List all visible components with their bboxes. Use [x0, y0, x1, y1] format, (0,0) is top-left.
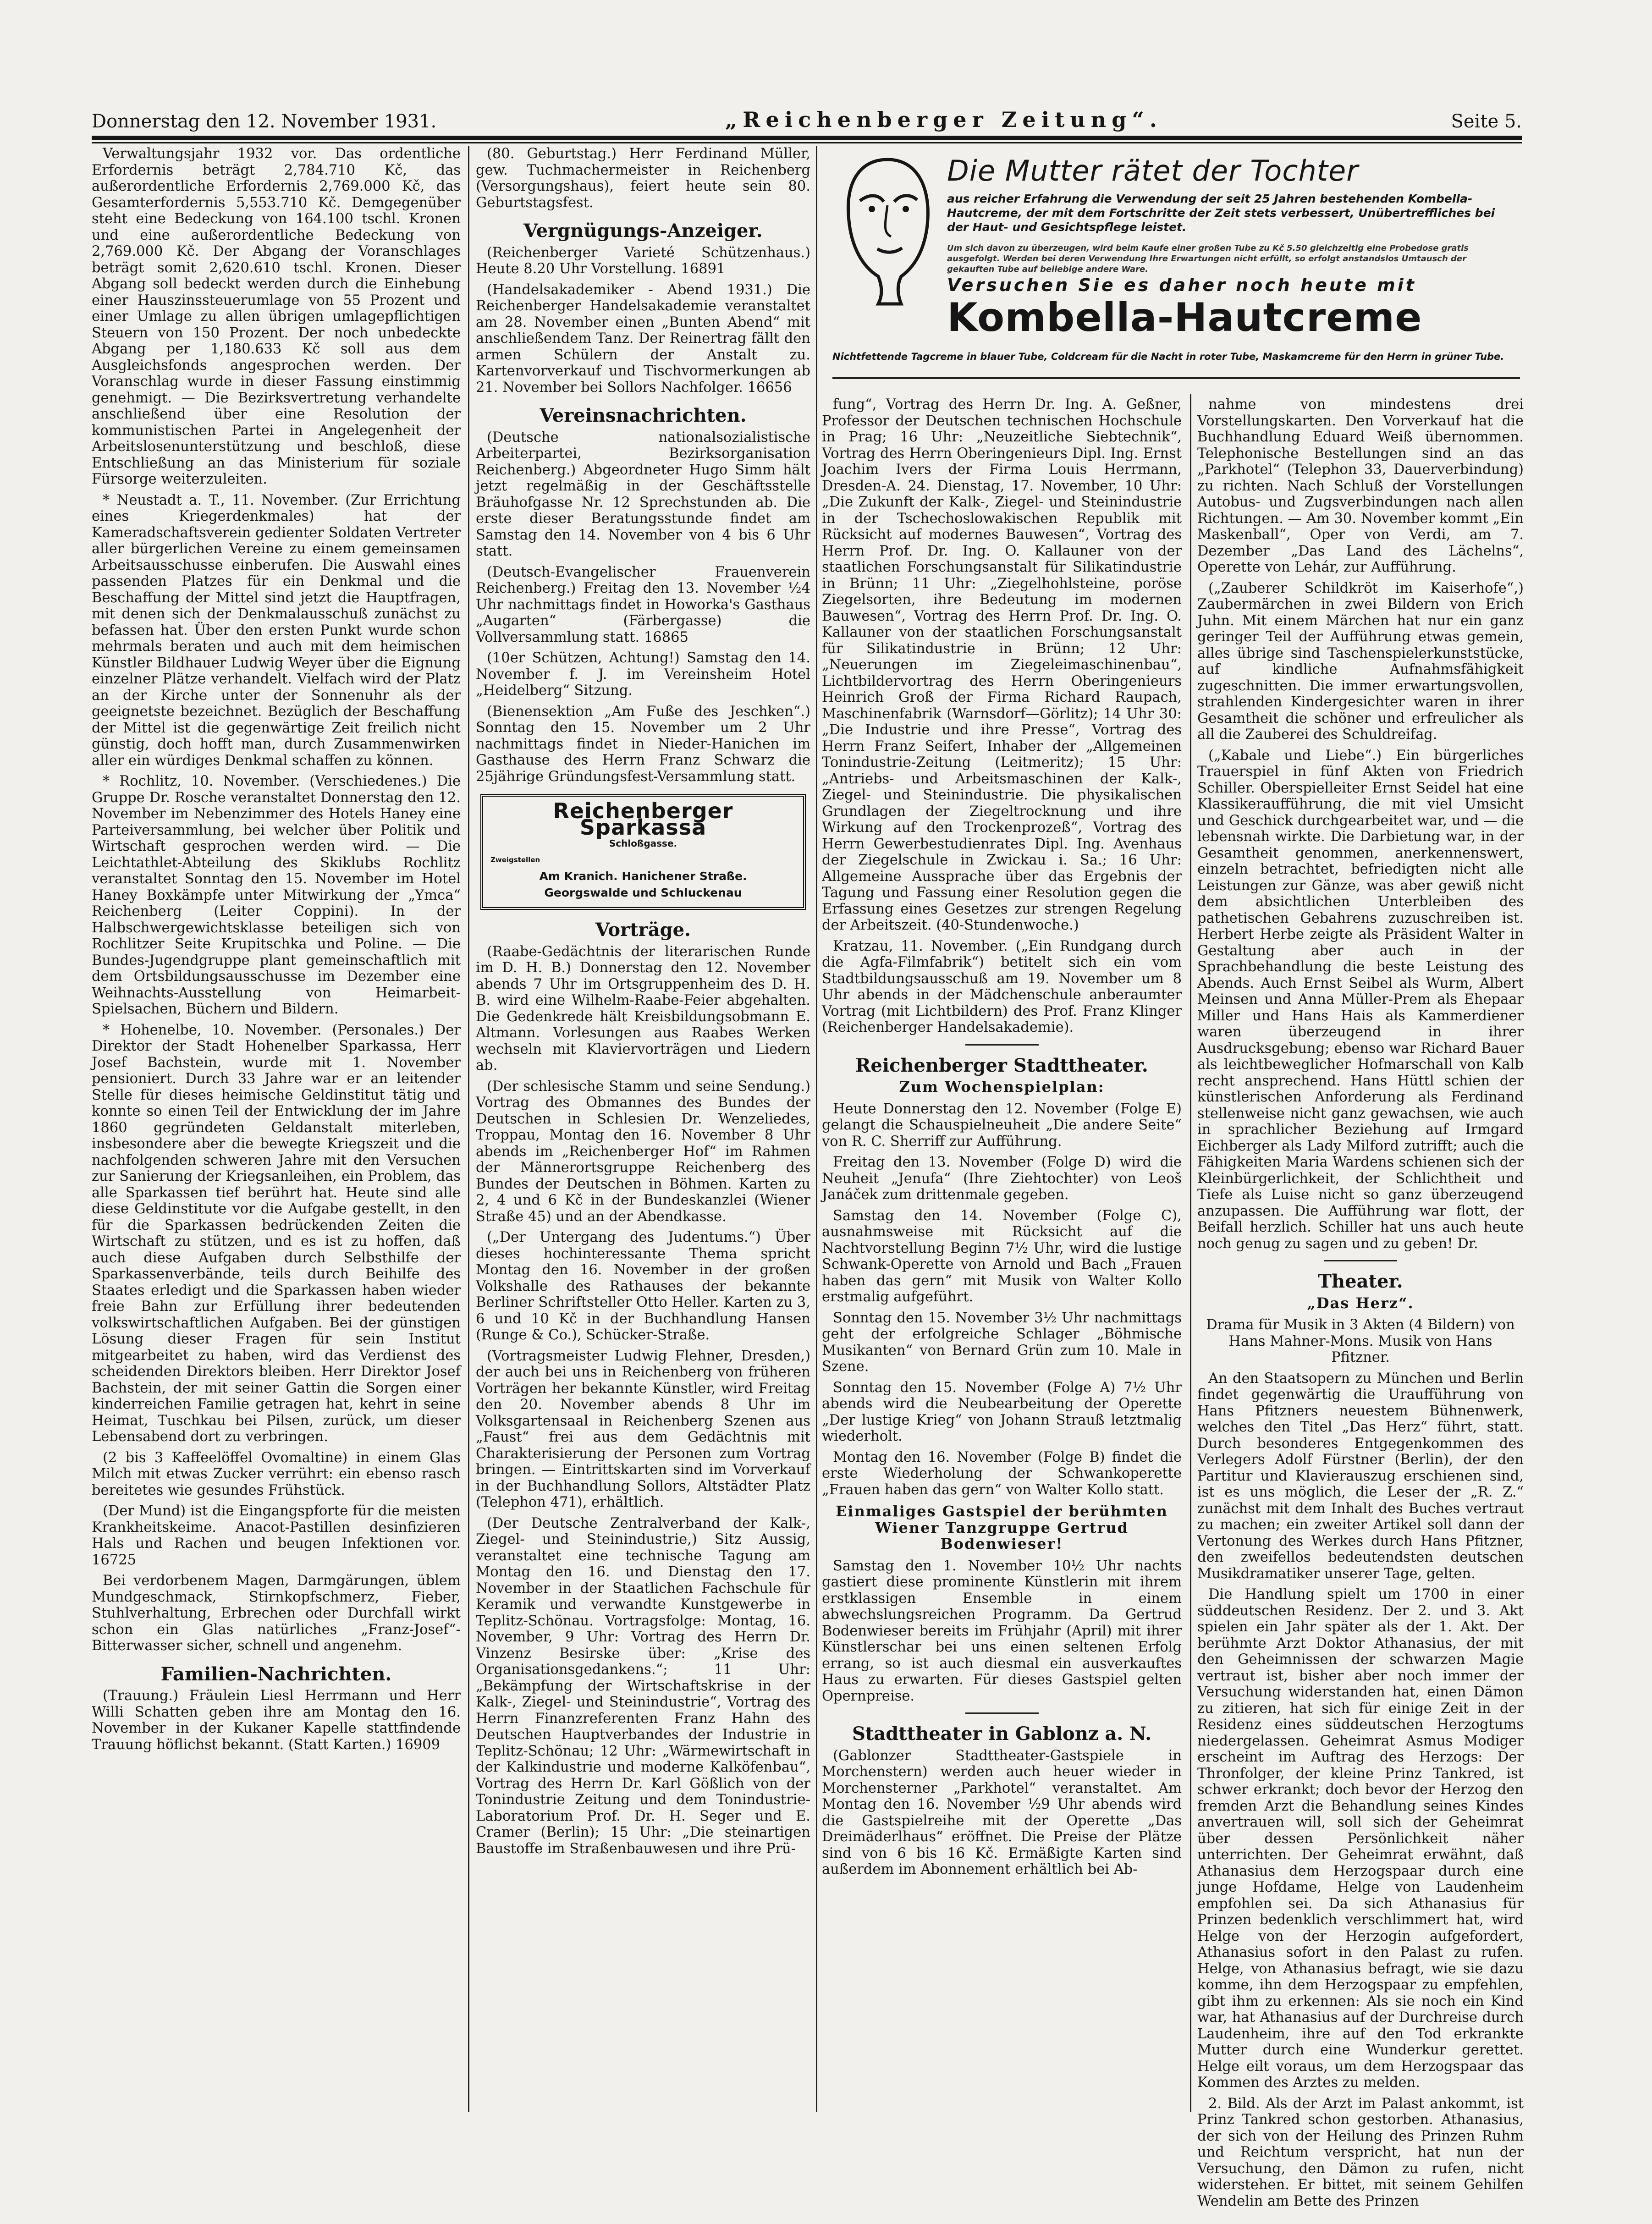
review-paragraph: („Kabale und Liebe“.) Ein bürgerliches Trauerspiel in fünf Akten von Friedrich Schiller. Oberspielleiter Ernst Seidel hat eine Klassikeraufführung, die mit viel Umsicht und Geschick durchgearbeitet war, und — die lebensnah wirkte. Die Darbietung war, in der Gesamtheit genommen, anerkennenswert, einzeln betrachtet, befriedigten nicht alle Leistungen zur Gänze, was aber gewiß nicht dem absichtlichen Unterbleiben des pathetischen Gebahrens zuzuschreiben ist. Herbert Herbe zeigte als Präsident Walter in Gestaltung aber auch in der Sprachbehandlung die beste Leistung des Abends. Auch Ernst Seibel als Wurm, Albert Meinsen und Anna Müller-Prem als Ehepaar Miller und Hans Hais als Kammerdiener waren überzeugend in ihrer Ausdrucksgebung; ebenso war Richard Bauer als leichtbeweglicher Hofmarschall von Kalb recht ansprechend. Hans Hüttl schien der künstlerischen Anforderung als Ferdinand stellenweise nicht ganz gewachsen, wie auch in sprachlicher Beziehung auf Irmgard Eichberger als Lady Milford zutrifft; auch die Fähigkeiten Maria Wardens schienen sich der Kleinbürgerlichkeit, der Schlichtheit und Tiefe als Luise nicht so ganz überzeugend anzupassen. Die Aufführung war flott, der Beifall herzlich. Schiller hat uns auch heute noch genug zu sagen und zu geben! Dr. [1197, 747, 1524, 1252]
column-1 [92, 146, 461, 2112]
talk-item: (Der Deutsche Zentralverband der Kalk-, Ziegel- und Steinindustrie,) Sitz Aussig, veranstaltet eine technische Tagung am Montag den 16. und Dienstag den 17. November in der Staatlichen Fachschule für Keramik und verwandte Kunstgewerbe in Teplitz-Schönau. Vortragsfolge: Montag, 16. November, 9 Uhr: Vortrag des Herrn Dr. Vinzenz Besirske über: „Krise des Organisationsgedankens.“; 11 Uhr: „Bekämpfung der Wirtschaftskrise in der Kalk-, Ziegel- und Steinindustrie“, Vortrag des Herrn Finanzreferenten Franz Hahn des Deutschen Hauptverbandes der Industrie in Teplitz-Schönau; 12 Uhr: „Wärmewirtschaft in der Kalkindustrie und moderne Kalköfenbau“, Vortrag des Herrn Dr. Karl Gößlich von der Tonindustrie Zeitung und dem Tonindustrie-Laboratorium Prof. Dr. H. Seger und E. Cramer (Berlin); 15 Uhr: „Die steinartigen Baustoffe im Straßenbauwesen und ihre Prü- [476, 1515, 810, 1857]
article-paragraph: nahme von mindestens drei Vorstellungskarten. Den Vorverkauf hat die Buchhandlung Eduard Weiß übernommen. Telephonische Bestellungen sind an das „Parkhotel“ (Telephon 33, Dauerverbindung) zu richten. Nach Schluß der Vorstellungen Autobus- und Zugsverbindungen nach allen Richtungen. — Am 30. November kommt „Ein Maskenball“, Oper von Verdi, am 7. Dezember „Das Land des Lächelns“, Operette von Lehár, zur Aufführung. [1197, 396, 1524, 575]
article-paragraph: 2. Bild. Als der Arzt im Palast ankommt, ist Prinz Tankred schon gestorben. Athanasius, der sich von der Heilung des Prinzen Ruhm und Reichtum verspricht, hat nun der Versuchung, den Dämon zu rufen, nicht widerstehen. Er bittet, mit seinem Gehilfen Wendelin am Bette des Prinzen [1197, 2095, 1524, 2209]
amusement-item: (Reichenberger Varieté Schützenhaus.) Heute 8.20 Uhr Vorstellung. 16891 [476, 244, 810, 277]
theater-item: (Gablonzer Stadttheater-Gastspiele in Morchenstern) werden auch heuer wieder in Morchensterner „Parkhotel“ veranstaltet. Am Montag den 16. November ½9 Uhr abends wird die Gastspielreihe mit der Operette „Das Dreimäderlhaus“ eröffnet. Die Preise der Plätze sind von 6 bis 16 Kč. Ermäßigte Karten sind außerdem im Abonnement erhältlich bei Ab- [822, 1747, 1182, 1877]
separator [1324, 1260, 1397, 1261]
ad-tagline: Versuchen Sie es daher noch heute mit [947, 275, 1416, 295]
woman-face-illustration [832, 150, 942, 306]
section-heading: Familien-Nachrichten. [160, 1663, 392, 1685]
header-date: Donnerstag den 12. November 1931. [92, 111, 437, 132]
talk-item: (Raabe-Gedächtnis der literarischen Runde im D. H. B.) Donnerstag den 12. November abends 7 Uhr im Ortsgruppenheim des D. H. B. wird eine Wilhelm-Raabe-Feier abgehalten. Die Gedenkrede hält Kreisbildungsobmann E. Altmann. Vorlesungen aus Raabes Werken wechseln mit Klaviervorträgen und Liedern ab. [476, 943, 810, 1073]
separator [965, 1044, 1039, 1046]
ad-fineprint: Um sich davon zu überzeugen, wird beim Kaufe einer großen Tube zu Kč 5.50 gleichzeitig eine Probedose gratis ausgefolgt. Werden bei deren Verwendung Ihre Erwartungen nicht erfüllt, so erfolgt anstandslos Umtausch der gekauften Tube auf beliebige andere Ware. [947, 243, 1469, 274]
subheading: Einmaliges Gastspiel der berühmten Wiener Tanzgruppe Gertrud Bodenwieser! [836, 1503, 1168, 1552]
sparkassa-branches-label: Zweigstellen [490, 855, 540, 864]
header-rule-thin [92, 142, 1522, 143]
association-item: (Deutsche nationalsozialistische Arbeiterpartei, Bezirksorganisation Reichenberg.) Abgeordneter Hugo Simm hält jetzt regelmäßig in der Geschäftsstelle Bräuhofgasse Nr. 12 Sprechstunden ab. Die erste dieser Beratungsstunde findet am Samstag den 14. November von 4 bis 6 Uhr statt. [476, 429, 810, 559]
section-heading: Reichenberger Stadttheater. [855, 1054, 1148, 1076]
section-heading: Theater. [1318, 1271, 1403, 1292]
theater-item: Montag den 16. November (Folge B) findet die erste Wiederholung der Schwankoperette „Frauen haben das gern“ von Walter Kollo statt. [822, 1449, 1182, 1498]
column-divider [1190, 394, 1191, 2112]
sparkassa-title: Reichenberger Sparkassa [553, 798, 733, 840]
page-number: Seite 5. [1451, 111, 1522, 132]
theater-item: Heute Donnerstag den 12. November (Folge E) gelangt die Schauspielneuheit „Die andere Seite“ von R. C. Sherriff zur Aufführung. [822, 1101, 1182, 1150]
amusement-item: (Handelsakademiker - Abend 1931.) Die Reichenberger Handelsakademie veranstaltet am 28. November einen „Bunten Abend“ mit anschließendem Tanz. Der Reinertrag fällt den armen Schülern der Anstalt zu. Kartenvorverkauf und Tischvormerkungen ab 21. November bei Sollors Nachfolger. 16656 [476, 281, 810, 396]
article-paragraph: fung“, Vortrag des Herrn Dr. Ing. A. Geßner, Professor der Deutschen technischen Hochschule in Prag; 16 Uhr: „Neuzeitliche Siebtechnik“, Vortrag des Herrn Oberingenieurs Dipl. Ing. Ernst Joachim Ivers der Firma Louis Herrmann, Dresden-A. 24. Dienstag, 17. November, 10 Uhr: „Die Zukunft der Kalk-, Ziegel- und Steinindustrie in der Tschechoslowakischen Republik mit Rücksicht auf modernes Bauwesen“, Vortrag des Herrn Prof. Dr. Ing. O. Kallauner von der staatlichen Forschungsanstalt für Silikatindustrie in Brünn; 11 Uhr: „Ziegelhohlsteine, poröse Ziegelsorten, ihre Bedeutung im modernen Bauwesen“, Vortrag des Herrn Prof. Dr. Ing. O. Kallauner von der staatlichen Forschungsanstalt für Silikatindustrie in Brünn; 12 Uhr: „Neuerungen im Ziegeleimaschinenbau“, Lichtbildervortrag des Herrn Oberingenieurs Heinrich Groß der Firma Richard Raupach, Maschinenfabrik (Warnsdorf—Görlitz); 14 Uhr 30: „Die Industrie und ihre Presse“, Vortrag des Herrn Franz Seifert, Inhaber der „Allgemeinen Tonindustrie-Zeitung (Leitmeritz); 15 Uhr: „Antriebs- und Arbeitsmaschinen der Kalk-, Ziegel- und Steinindustrie. Die physikalischen Grundlagen der Ziegeltrocknung und ihre Wirkung auf den Trockenprozeß“, Vortrag des Herrn Gewerbestudienrates Dipl. Ing. Avenhaus der Ziegelschule in Zwickau i. Sa.; 16 Uhr: Allgemeine Aussprache über das Ergebnis der Tagung und Fassung einer Resolution gegen die Erfassung eines Gesetzes zur strengen Regelung der Arbeitszeit. (40-Stundenwoche.) [822, 396, 1182, 933]
ad-footer: Nichtfettende Tagcreme in blauer Tube, Coldcream für die Nacht in roter Tube, Maskamcreme für den Herrn in grüner Tube. [832, 351, 1504, 362]
theater-item: Sonntag den 15. November 3½ Uhr nachmittags geht der erfolgreiche Schlager „Böhmische Musikanten“ von Bernard Grün zum 10. Male in Szene. [822, 1310, 1182, 1375]
association-item: (10er Schützen, Achtung!) Samstag den 14. November f. J. im Vereinsheim Hotel „Heidelberg“ Sitzung. [476, 650, 810, 699]
article-paragraph: Die Handlung spielt um 1700 in einer süddeutschen Residenz. Der 2. und 3. Akt spielen ein Jahr später als der 1. Akt. Der berühmte Arzt Doktor Athanasius, der mit den Geheimnissen der schwarzen Magie vertraut ist, bisher aber noch immer der Versuchung widerstanden hat, einen Dämon zu zitieren, hat sich für einige Zeit in der Residenz eines süddeutschen Herzogtums niedergelassen. Geheimrat Asmus Modiger erscheint im Auftrag des Herzogs: Der Thronfolger, der kleine Prinz Tankred, ist schwer erkrankt; doch bevor der Herzog den fremden Arzt die Behandlung seines Kindes anvertrauen will, soll sich der Geheimrat über dessen Persönlichkeit näher unterrichten. Der Geheimrat erwähnt, daß Athanasius dem Herzogspaar durch eine junge Hofdame, Helge von Laudenheim empfohlen sei. Da sich Athanasius für Prinzen bedenklich verschlimmert hat, wird Helge von der Herzogin aufgefordert, Athanasius sofort in den Palast zu rufen. Helge, von Athanasius befragt, wie sie dazu komme, ihn dem Herzogspaar zu empfehlen, gibt ihm zu erkennen: Als sie noch ein Kind war, hat Athanasius auf der Durchreise durch Laudenheim, ihre auf den Tod erkrankte Mutter durch eine Wunderkur gerettet. Helge eilt voraus, um dem Herzogspaar das Kommen des Arztes zu melden. [1197, 1586, 1524, 2091]
notice-paragraph: Bei verdorbenem Magen, Darmgärungen, üblem Mundgeschmack, Stirnkopfschmerz, Fieber, Stuhlverhaltung, Erbrechen oder Durchfall wirkt schon ein Glas natürliches „Franz-Josef“-Bitterwasser sicher, schnell und angenehm. [92, 1573, 461, 1654]
theater-item: Samstag den 14. November (Folge C), ausnahmsweise mit Rücksicht auf die Nachtvorstellung Beginn 7½ Uhr, wird die lustige Schwank-Operette von Arnold und Bach „Frauen haben das gern“ mit Musik von Walter Kollo erstmalig aufgeführt. [822, 1207, 1182, 1305]
section-heading: Vergnügungs-Anzeiger. [523, 220, 763, 242]
article-paragraph: An den Staatsopern zu München und Berlin findet gegenwärtig die Uraufführung von Hans Pfitzners neuestem Bühnenwerk, welches den Titel „Das Herz“ führt, statt. Durch besonderes Entgegenkommen des Verlegers Adolf Fürstner (Berlin), der den Partitur und Klavierauszug erschienen sind, ist es uns möglich, die Leser der „R. Z.“ zunächst mit dem Inhalt des Buches vertraut zu machen; ein zweiter Artikel soll dann der Vertonung des Werkes durch Hans Pfitzner, den zweifellos bedeutendsten deutschen Musikdramatiker unserer Tage, gelten. [1197, 1370, 1524, 1582]
theater-item: Samstag den 1. November 10½ Uhr nachts gastiert diese prominente Künstlerin mit ihrem erstklassigen Ensemble in einem abwechslungsreichen Programm. Da Gertrud Bodenwieser bereits im Frühjahr (April) mit ihrer Künstlerschar bei uns einen seltenen Erfolg errang, so ist auch diesmal ein ausverkauftes Haus zu erwarten. Für dieses Gastspiel gelten Opernpreise. [822, 1558, 1182, 1704]
column-2 [476, 146, 810, 2112]
subheading: Zum Wochenspielplan: [899, 1078, 1105, 1095]
subheading: „Das Herz“. [1307, 1294, 1414, 1312]
ad-copy: aus reicher Erfahrung die Verwendung der seit 25 Jahren bestehenden Kombella-Hautcreme, der mit dem Fortschritte der Zeit stets verbessert, Unübertreffliches bei der Haut- und Gesichtspflege leistet. [947, 192, 1495, 234]
review-paragraph: („Zauberer Schildkröt im Kaiserhofe“,) Zaubermärchen in zwei Bildern von Erich Juhn. Mit einem Märchen hat nur ein ganz geringer Teil der Aufführung etwas gemein, alles übrige sind Taschenspielerkunststücke, auf kindliche Aufnahmsfähigkeit zugeschnitten. Die immer erwartungsvollen, strahlenden Kindergesichter waren in ihrer Gesamtheit die schöner und erfreulicher als all die Zauberei des Schuldreifag. [1197, 580, 1524, 743]
section-heading: Vereinsnachrichten. [540, 405, 747, 426]
section-heading: Vorträge. [595, 919, 691, 941]
article-paragraph: Verwaltungsjahr 1932 vor. Das ordentliche Erfordernis beträgt 2,784.710 Kč, das außerordentliche Erfordernis 2,769.000 Kč, das Gesamterfordernis 5,553.710 Kč. Demgegenüber steht eine Bedeckung von 164.100 tschl. Kronen und eine außerordentliche Bedeckung von 2,769.000 Kč. Der Abgang der Voranschlages beträgt somit 2,620.610 tschl. Kronen. Dieser Abgang soll bedeckt werden durch die Einhebung einer Hauszinssteuerumlage von 55 Prozent und einer Umlage zu allen übrigen umlagepflichtigen Steuern von 150 Prozent. Der noch unbedeckte Abgang per 1,180.633 Kč soll aus dem Ausgleichsfonds angesprochen werden. Der Voranschlag wurde in dieser Fassung einstimmig genehmigt. — Die Bezirksvertretung verhandelte anschließend über eine Resolution der kommunistischen Partei in Angelegenheit der Arbeitslosenunterstützung und beschloß, diese Entschließung an das Ministerium für soziale Fürsorge weiterzuleiten. [92, 146, 461, 487]
page-header [92, 100, 1522, 132]
birthday-notice: (80. Geburtstag.) Herr Ferdinand Müller, gew. Tuchmachermeister in Reichenberg (Versorgungshaus), feiert heute sein 80. Geburtstagsfest. [476, 146, 810, 211]
separator [965, 1712, 1039, 1714]
column-divider [816, 146, 817, 2112]
drama-credits: Drama für Musik in 3 Akten (4 Bildern) von Hans Mahner-Mons. Musik von Hans Pfitzner. [1206, 1317, 1515, 1365]
column-3 [822, 396, 1182, 2112]
notice-paragraph: (Der Mund) ist die Eingangspforte für die meisten Krankheitskeime. Anacot-Pastillen desinfizieren Hals und Rachen und beugen Infektionen vor. 16725 [92, 1503, 461, 1568]
kombella-advertisement [832, 146, 1520, 379]
section-heading: Stadttheater in Gablonz a. N. [852, 1723, 1152, 1745]
ad-brand: Kombella-Hautcreme [947, 295, 1422, 341]
article-paragraph: * Rochlitz, 10. November. (Verschiedenes.) Die Gruppe Dr. Rosche veranstaltet Donnerstag den 12. November im Nebenzimmer des Hotels Haney eine Parteiversammlung, bei welcher über Politik und Wirtschaft gesprochen werden wird. — Die Leichtathlet-Abteilung des Skiklubs Rochlitz veranstaltet Sonntag den 15. November im Hotel Haney Boxkämpfe unter Mitwirkung der „Ymca“ Reichenberg (Leiter Coppini). In der Halbschwergewichtsklasse beteiligen sich von Rochlitzer Seite Krupitschka und Poline. — Die Bundes-Jugendgruppe plant gemeinschaftlich mit dem Ortsbildungsausschusse im Dezember eine Weihnachts-Ausstellung von Heimarbeit-Spielsachen, Büchern und Bildern. [92, 773, 461, 1017]
association-item: (Deutsch-Evangelischer Frauenverein Reichenberg.) Freitag den 13. November ½4 Uhr nachmittags findet in Howorka's Gasthaus „Augarten“ (Färbergasse) die Vollversammlung statt. 16865 [476, 564, 810, 645]
sparkassa-address: Schloßgasse. [609, 838, 677, 849]
sparkassa-branches: Am Kranich. Hanichener Straße. [539, 870, 747, 883]
talk-item: („Der Untergang des Judentums.“) Über dieses hochinteressante Thema spricht Montag den 16. November in der großen Volkshalle des Rathauses der bekannte Berliner Schriftsteller Otto Heller. Karten zu 3, 6 und 10 Kč in der Buchhandlung Hansen (Runge & Co.), Schücker-Straße. [476, 1229, 810, 1343]
talk-item: (Der schlesische Stamm und seine Sendung.) Vortrag des Obmannes des Bundes der Deutschen in Schlesien Dr. Wenzeliedes, Troppau, Montag den 16. November 8 Uhr abends im „Reichenberger Hof“ im Rahmen der Männerortsgruppe Reichenberg des Bundes der Deutschen in Böhmen. Karten zu 2, 4 und 6 Kč in der Bundeskanzlei (Wiener Straße 45) und an der Abendkasse. [476, 1078, 810, 1225]
article-paragraph: * Hohenelbe, 10. November. (Personales.) Der Direktor der Stadt Hohenelber Sparkassa, Herr Josef Bachstein, wurde mit 1. November pensioniert. Durch 33 Jahre war er an leitender Stelle für dieses heimische Geldinstitut tätig und konnte so einen Teil der Entwicklung der im Jahre 1860 gegründeten Geldanstalt miterleben, insbesondere aber die bewegte Kriegszeit und die nachfolgenden schweren Jahre mit den Versuchen zur Sanierung der Kriegsanleihen, ein Problem, das alle Sparkassen tief berührt hat. Heute sind alle diese Geldinstitute vor die Aufgabe gestellt, in den für die Sparkassen bedrückenden Zeiten die Wirtschaft zu stützen, und es ist zu hoffen, daß auch diese Aufgaben durch Selbsthilfe der Sparkassenverbände, teils durch Beihilfe des Staates erledigt und die Sparkassen haben wieder freie Bahn zur Erfüllung ihrer bedeutenden volkswirtschaftlichen Aufgaben. Bei der günstigen Lösung dieser Fragen für sein Institut mitgearbeitet zu haben, wird das Verdienst des scheidenden Direktors bleiben. Herr Direktor Josef Bachstein, der mit seiner Gattin die Sorgen einer kinderreichen Familie getragen hat, kehrt in seine Heimat, Tuschkau bei Pilsen, zurück, um dieser Lebensabend dort zu verbringen. [92, 1022, 461, 1445]
column-divider [468, 146, 469, 2112]
sparkassa-ad [480, 794, 806, 910]
notice-paragraph: (2 bis 3 Kaffeelöffel Ovomaltine) in einem Glas Milch mit etwas Zucker verrührt: ein ebenso rasch bereitetes wie gesundes Frühstück. [92, 1449, 461, 1498]
sparkassa-branches: Georgswalde und Schluckenau [544, 886, 742, 899]
header-rule [92, 136, 1522, 140]
association-item: (Bienensektion „Am Fuße des Jeschken“.) Sonntag den 15. November um 2 Uhr nachmittags findet in Nieder-Hanichen im Gasthause des Herrn Franz Schwarz die 25jährige Gründungsfest-Versammlung statt. [476, 703, 810, 785]
article-paragraph: * Neustadt a. T., 11. November. (Zur Errichtung eines Kriegerdenkmales) hat der Kameradschaftsverein gedienter Soldaten Vertreter aller bürgerlichen Vereine zu einem gemeinsamen Arbeitsausschusse einberufen. Die Auswahl eines passenden Platzes für ein Denkmal und die Beschaffung der Mittel sind jetzt die Hauptfragen, mit denen sich der Denkmalausschuß zunächst zu befassen hat. Über den ersten Punkt wurde schon mehrmals beraten und auch mit dem heimischen Künstler Bildhauer Ludwig Weyer über die Eignung einzelner Plätze verhandelt. Vielfach wird der Platz an der Kirche unter der Sonnenuhr als der geeignetste bezeichnet. Bezüglich der Beschaffung der Mittel ist die gegenwärtige Zeit freilich nicht günstig, doch hofft man, durch Zusammenwirken aller ein würdiges Denkmal schaffen zu können. [92, 492, 461, 769]
family-notice: (Trauung.) Fräulein Liesl Herrmann und Herr Willi Schatten geben ihre am Montag den 16. November in der Kukaner Kapelle stattfindende Trauung höflichst bekannt. (Statt Karten.) 16909 [92, 1688, 461, 1753]
ad-headline: Die Mutter rätet der Tochter [947, 154, 1359, 187]
article-paragraph: Kratzau, 11. November. („Ein Rundgang durch die Agfa-Filmfabrik“) betitelt sich ein vom Stadtbildungsausschuß am 19. November um 8 Uhr abends in der Mädchenschule anberaumter Vortrag (mit Lichtbildern) des Prof. Franz Klinger (Reichenberger Handelsakademie). [822, 938, 1182, 1035]
talk-item: (Vortragsmeister Ludwig Flehner, Dresden,) der auch bei uns in Reichenberg von früheren Vorträgen her bekannte Künstler, wird Freitag den 20. November abends 8 Uhr im Volksgartensaal in Reichenberg Szenen aus „Faust“ frei aus dem Gedächtnis mit Charakterisierung der Personen zum Vortrag bringen. — Eintrittskarten sind im Vorverkauf in der Buchhandlung Sollors, Altstädter Platz (Telephon 471), erhältlich. [476, 1348, 810, 1510]
masthead: „Reichenberger Zeitung“. [725, 107, 1162, 132]
column-4 [1197, 396, 1524, 2209]
theater-item: Sonntag den 15. November (Folge A) 7½ Uhr abends wird die Neubearbeitung der Operette „Der lustige Krieg“ von Johann Strauß letztmalig wiederholt. [822, 1379, 1182, 1444]
theater-item: Freitag den 13. November (Folge D) wird die Neuheit „Jenufa“ (Ihre Ziehtochter) von Leoš Janáček zum drittenmale gegeben. [822, 1154, 1182, 1203]
